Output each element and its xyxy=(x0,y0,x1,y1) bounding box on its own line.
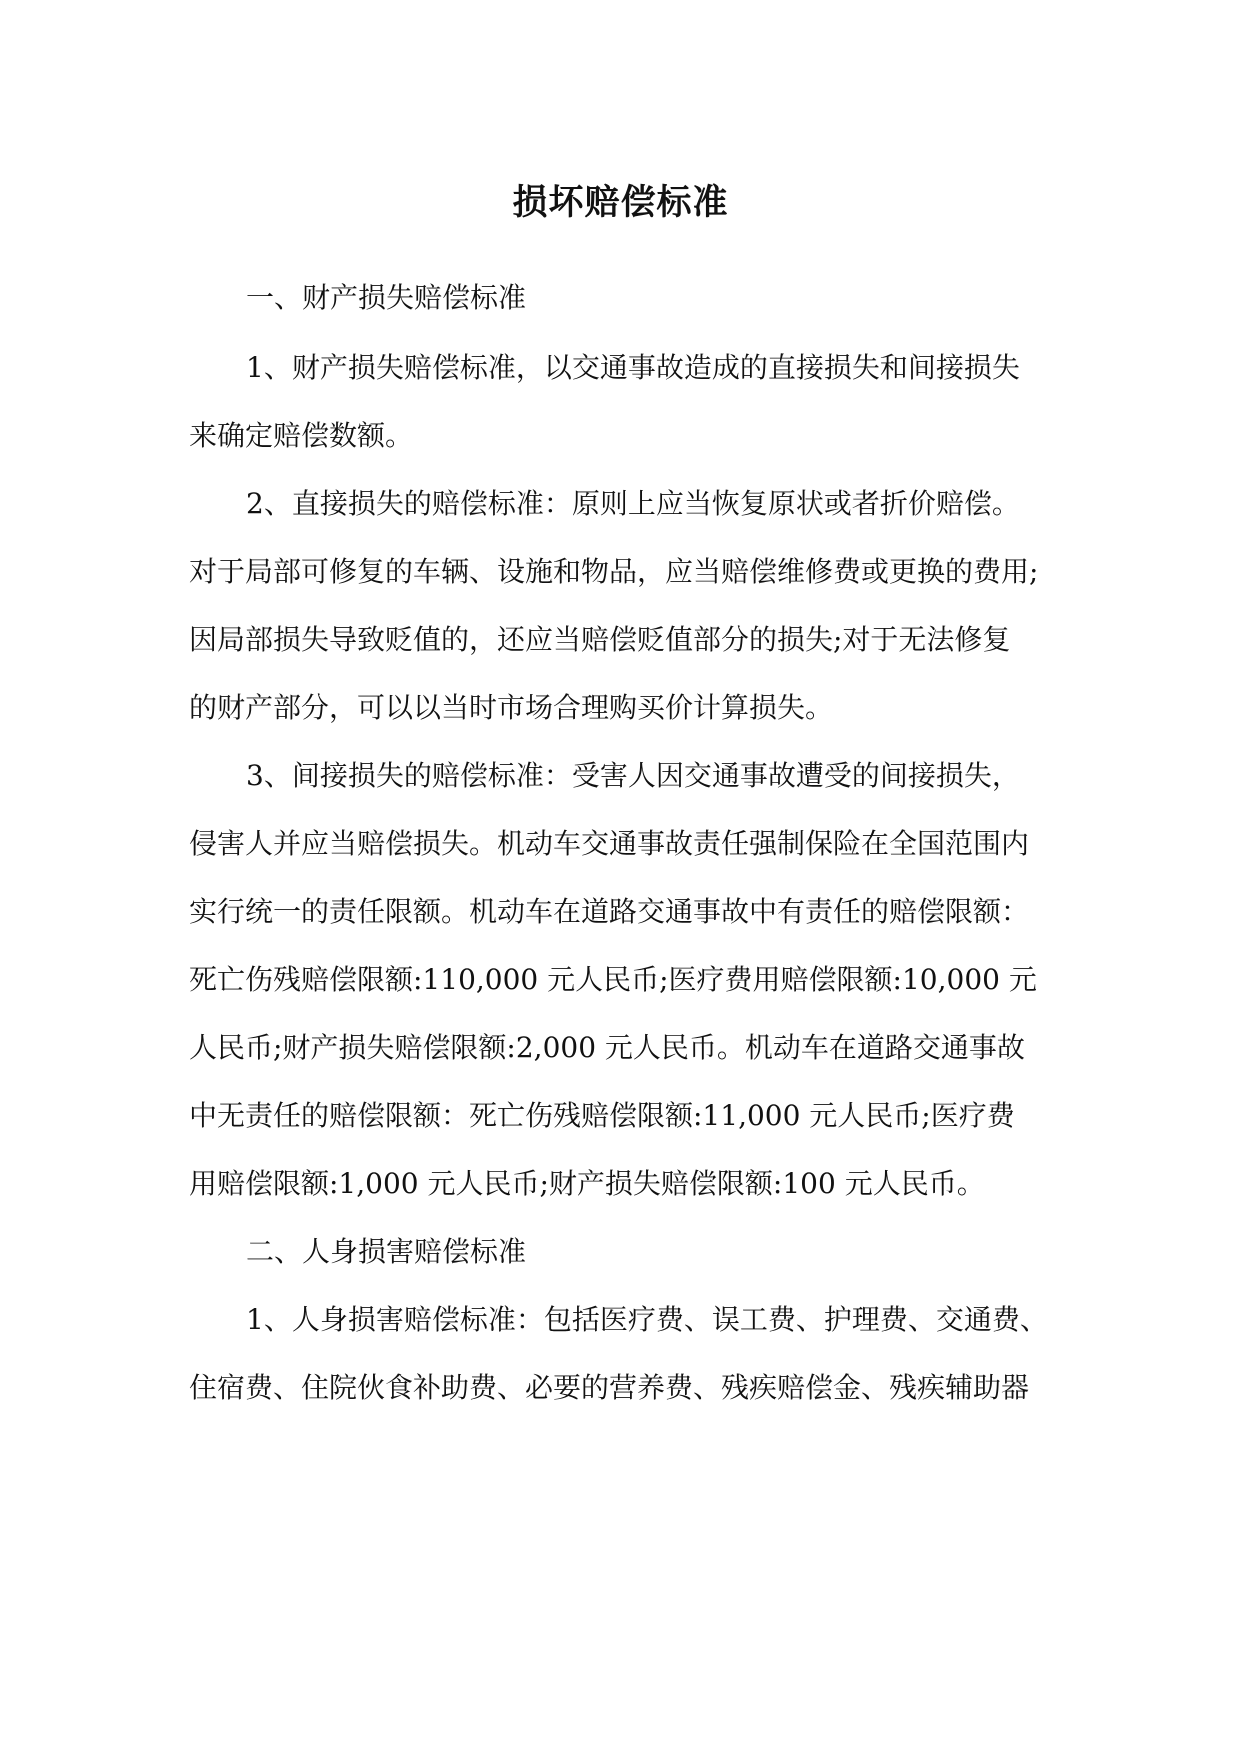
section-heading-property-loss: 一、财产损失赔偿标准 xyxy=(246,281,527,314)
document-title: 损坏赔偿标准 xyxy=(512,182,729,223)
paragraph-line: 住宿费、住院伙食补助费、必要的营养费、残疾赔偿金、残疾辅助器 xyxy=(189,1371,1030,1404)
paragraph-line: 2、直接损失的赔偿标准：原则上应当恢复原状或者折价赔偿。 xyxy=(246,487,1020,520)
paragraph-line: 来确定赔偿数额。 xyxy=(189,419,414,452)
paragraph-line: 实行统一的责任限额。机动车在道路交通事故中有责任的赔偿限额： xyxy=(189,895,1030,928)
paragraph-line: 对于局部可修复的车辆、设施和物品，应当赔偿维修费或更换的费用; xyxy=(189,555,1039,588)
paragraph-line: 死亡伤残赔偿限额:110,000 元人民币;医疗费用赔偿限额:10,000 元 xyxy=(189,963,1037,996)
paragraph-line: 用赔偿限额:1,000 元人民币;财产损失赔偿限额:100 元人民币。 xyxy=(189,1167,985,1200)
paragraph-line: 侵害人并应当赔偿损失。机动车交通事故责任强制保险在全国范围内 xyxy=(189,827,1030,860)
paragraph-line: 3、间接损失的赔偿标准：受害人因交通事故遭受的间接损失， xyxy=(246,759,1020,792)
paragraph-line: 1、人身损害赔偿标准：包括医疗费、误工费、护理费、交通费、 xyxy=(246,1303,1048,1336)
paragraph-line: 的财产部分，可以以当时市场合理购买价计算损失。 xyxy=(189,691,834,724)
paragraph-line: 1、财产损失赔偿标准，以交通事故造成的直接损失和间接损失 xyxy=(246,351,1020,384)
section-heading-personal-injury: 二、人身损害赔偿标准 xyxy=(246,1235,527,1268)
paragraph-line: 人民币;财产损失赔偿限额:2,000 元人民币。机动车在道路交通事故 xyxy=(189,1031,1025,1064)
paragraph-line: 因局部损失导致贬值的，还应当赔偿贬值部分的损失;对于无法修复 xyxy=(189,623,1011,656)
paragraph-line: 中无责任的赔偿限额：死亡伤残赔偿限额:11,000 元人民币;医疗费 xyxy=(189,1099,1015,1132)
